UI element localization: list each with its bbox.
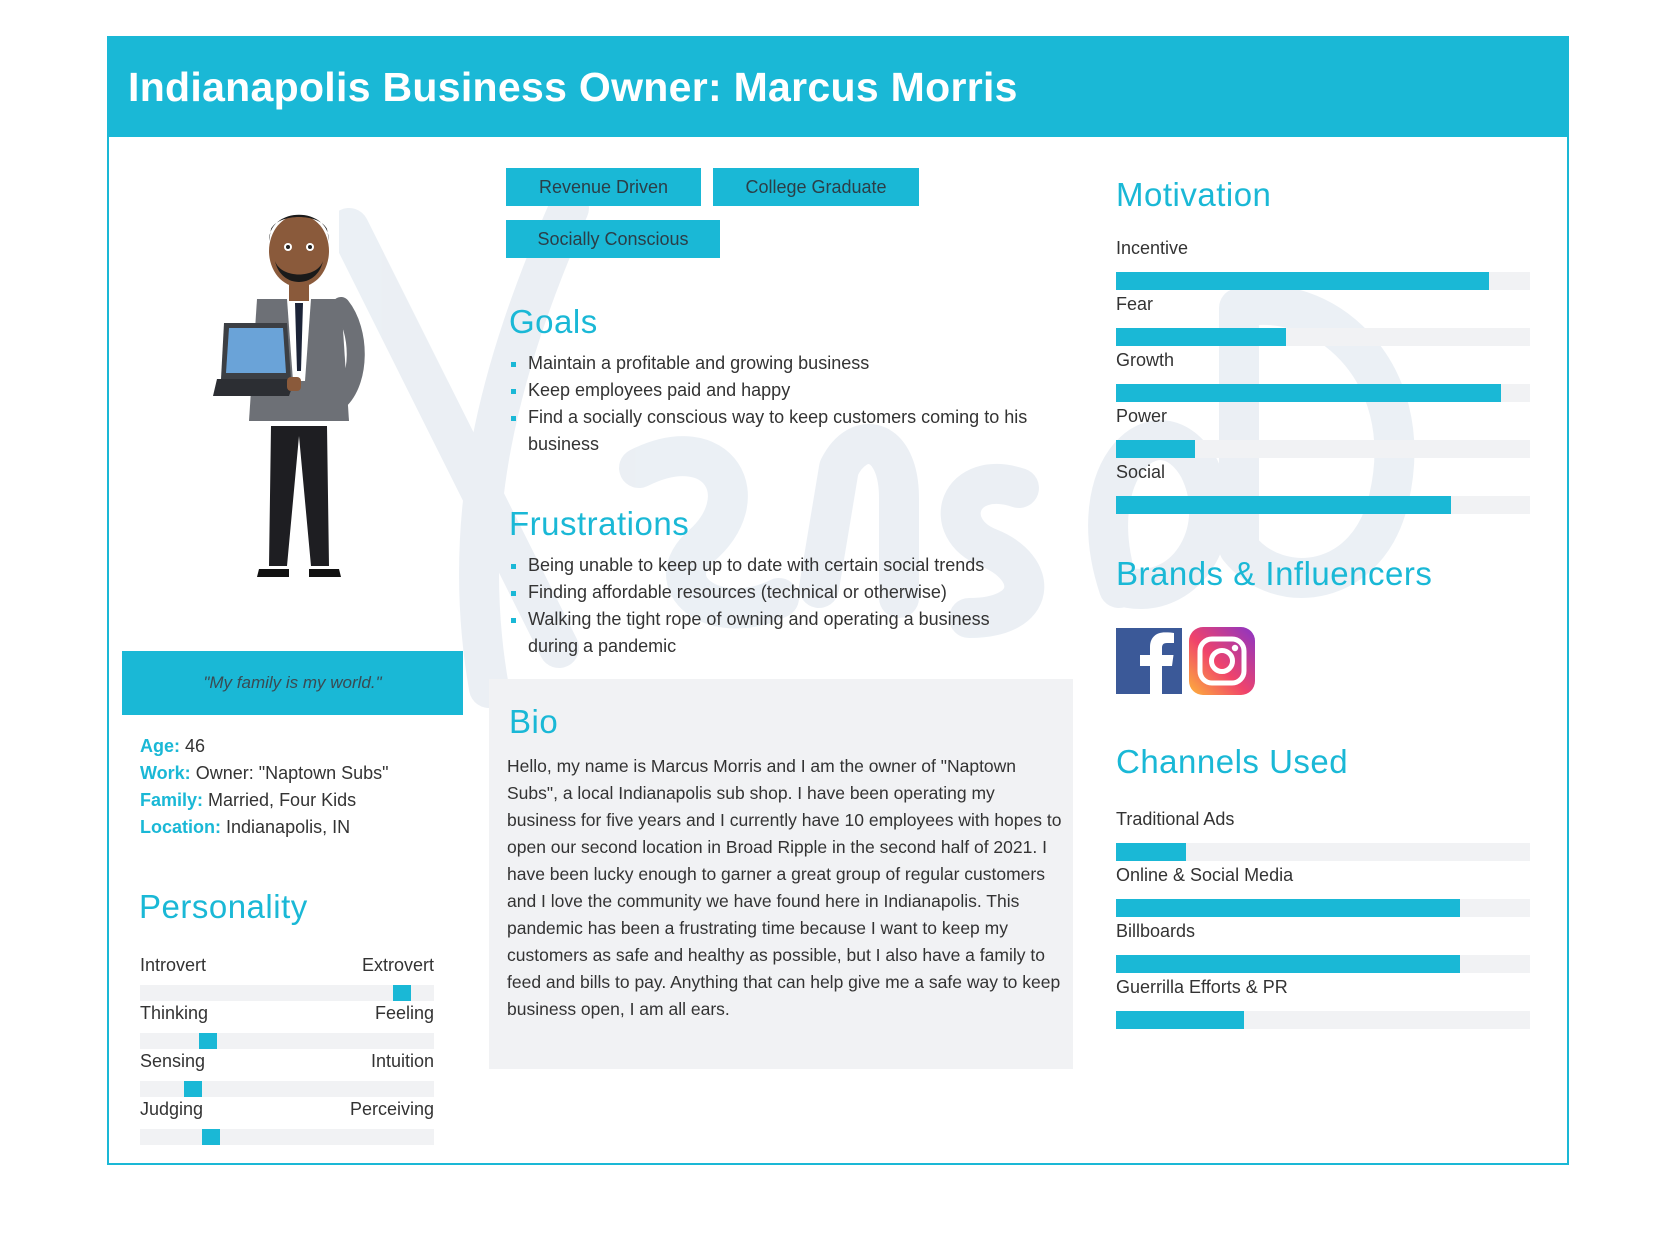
persona-card: [107, 36, 1569, 1165]
bar-track: [1116, 328, 1530, 346]
trait-slider-marker: [199, 1033, 217, 1049]
bar-track: [1116, 384, 1530, 402]
avatar: [199, 181, 399, 581]
bar-fill: [1116, 843, 1186, 861]
trait-left-label: Judging: [140, 1099, 204, 1119]
goals-list: [509, 350, 1069, 458]
frustrations-list: [509, 552, 1029, 660]
trait-slider-track: [140, 985, 434, 1001]
bar-track: [1116, 899, 1530, 917]
tag-revenue-driven: Revenue Driven: [506, 168, 701, 206]
bar-track: [1116, 955, 1530, 973]
tag-college-graduate: College Graduate: [713, 168, 919, 206]
trait-slider-track: [140, 1081, 434, 1097]
trait-slider-marker: [393, 985, 411, 1001]
page-title: Indianapolis Business Owner: Marcus Morris: [128, 64, 1018, 110]
bar-label: Billboards: [1116, 921, 1196, 941]
bar-label: Guerrilla Efforts & PR: [1116, 977, 1288, 997]
frustrations-title: Frustrations: [509, 505, 690, 542]
bar-label: Incentive: [1116, 238, 1189, 258]
bar-label: Growth: [1116, 350, 1175, 370]
bio-panel: [489, 679, 1073, 1069]
trait-slider-track: [140, 1129, 434, 1145]
trait-slider-track: [140, 1033, 434, 1049]
bar-fill: [1116, 384, 1501, 402]
bar-fill: [1116, 955, 1460, 973]
channels-title: Channels Used: [1116, 743, 1349, 780]
bar-track: [1116, 1011, 1530, 1029]
facebook-icon: [1116, 624, 1182, 698]
fact-location: Location: Indianapolis, IN: [140, 817, 351, 837]
list-item: Walking the tight rope of owning and operating a business during a pandemic: [509, 606, 1029, 660]
bar-fill: [1116, 272, 1489, 290]
persona-facts: [140, 733, 389, 841]
bar-fill: [1116, 496, 1451, 514]
bar-label: Online & Social Media: [1116, 865, 1294, 885]
trait-right-label: Perceiving: [349, 1099, 434, 1119]
bar-label: Social: [1116, 462, 1166, 482]
bio-text: Hello, my name is Marcus Morris and I am the owner of "Naptown Subs", a local Indianapolis sub shop. I have been operating my business for five years and I currently have 10 employees with hopes to open our second location in Broad Ripple in the second half of 2021. I have been lucky enough to garner a great group of regular customers and I love the community we have found here in Indianapolis. This pandemic has been a frustrating time because I want to keep my customers as safe and healthy as possible, but I also have a family to feed and bills to pay. Anything that can help give me a safe way to keep business open, I am all ears.: [507, 756, 1062, 1019]
header-bar: [109, 38, 1567, 137]
bar-label: Traditional Ads: [1116, 809, 1235, 829]
trait-left-label: Introvert: [140, 955, 207, 975]
bar-track: [1116, 272, 1530, 290]
fact-work: Work: Owner: "Naptown Subs": [140, 763, 389, 783]
bar-label: Power: [1116, 406, 1168, 426]
bio-title: Bio: [509, 703, 559, 740]
motivation-title: Motivation: [1116, 176, 1272, 213]
trait-right-label: Feeling: [374, 1003, 434, 1023]
tag-socially-conscious: Socially Conscious: [506, 220, 720, 258]
list-item: Find a socially conscious way to keep customers coming to his business: [509, 404, 1069, 458]
trait-right-label: Extrovert: [361, 955, 434, 975]
list-item: Keep employees paid and happy: [509, 377, 1069, 404]
bar-track: [1116, 496, 1530, 514]
instagram-icon: [1189, 624, 1255, 698]
trait-slider-marker: [202, 1129, 220, 1145]
bar-fill: [1116, 328, 1286, 346]
trait-right-label: Intuition: [370, 1051, 434, 1071]
bar-track: [1116, 440, 1530, 458]
persona-quote: "My family is my world.": [122, 651, 463, 715]
bar-label: Fear: [1116, 294, 1154, 314]
bar-fill: [1116, 1011, 1244, 1029]
trait-left-label: Sensing: [140, 1051, 206, 1071]
fact-family: Family: Married, Four Kids: [140, 790, 357, 810]
trait-slider-marker: [184, 1081, 202, 1097]
list-item: Finding affordable resources (technical or otherwise): [509, 579, 1029, 606]
bar-track: [1116, 843, 1530, 861]
bar-fill: [1116, 899, 1460, 917]
goals-title: Goals: [509, 303, 598, 340]
list-item: Maintain a profitable and growing business: [509, 350, 1069, 377]
brands-title: Brands & Influencers: [1116, 555, 1433, 592]
fact-age: Age: 46: [140, 736, 206, 756]
trait-left-label: Thinking: [140, 1003, 209, 1023]
personality-title: Personality: [139, 888, 308, 925]
bar-fill: [1116, 440, 1195, 458]
list-item: Being unable to keep up to date with certain social trends: [509, 552, 1029, 579]
